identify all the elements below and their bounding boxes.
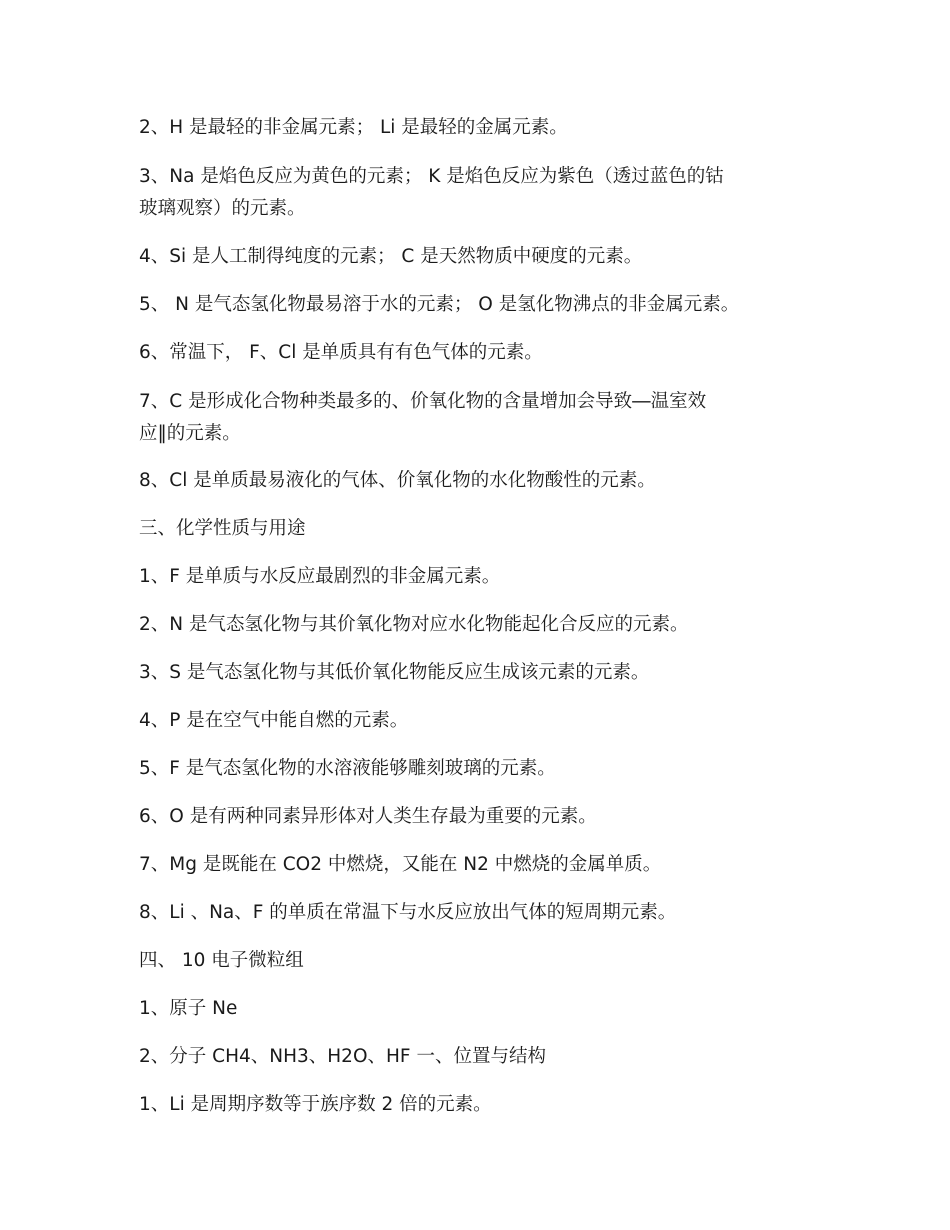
text-line-17: 2、分子 CH4、NH3、H2O、HF 一、位置与结构 xyxy=(139,1046,546,1067)
text-line-7: 8、Cl 是单质最易液化的气体、价氧化物的水化物酸性的元素。 xyxy=(139,470,656,491)
text-line-13: 6、O 是有两种同素异形体对人类生存最为重要的元素。 xyxy=(139,806,597,827)
text-line-4: 5、 N 是气态氢化物最易溶于水的元素； O 是氢化物沸点的非金属元素。 xyxy=(139,294,740,315)
text-line-6-part-1: 7、C 是形成化合物种类最多的、价氧化物的含量增加会导致―温室效 xyxy=(139,391,707,412)
text-line-3: 4、Si 是人工制得纯度的元素； C 是天然物质中硬度的元素。 xyxy=(139,246,643,267)
text-line-9: 2、N 是气态氢化物与其价氧化物对应水化物能起化合反应的元素。 xyxy=(139,614,689,635)
text-line-18: 1、Li 是周期序数等于族序数 2 倍的元素。 xyxy=(139,1094,492,1115)
text-line-12: 5、F 是气态氢化物的水溶液能够雕刻玻璃的元素。 xyxy=(139,758,556,779)
text-line-2-part-2: 玻璃观察）的元素。 xyxy=(139,198,306,219)
text-line-6 xyxy=(139,386,819,450)
text-line-10: 3、S 是气态氢化物与其低价氧化物能反应生成该元素的元素。 xyxy=(139,662,650,683)
section-heading-10-electron: 四、 10 电子微粒组 xyxy=(139,950,304,971)
text-line-2 xyxy=(139,161,819,225)
text-line-16: 1、原子 Ne xyxy=(139,998,238,1019)
section-heading-chemical-properties: 三、化学性质与用途 xyxy=(139,518,306,539)
text-line-8: 1、F 是单质与水反应最剧烈的非金属元素。 xyxy=(139,566,501,587)
text-line-1: 2、H 是最轻的非金属元素； Li 是最轻的金属元素。 xyxy=(139,117,568,138)
text-line-6-part-2: 应‖的元素。 xyxy=(139,423,241,444)
text-line-5: 6、常温下， F、Cl 是单质具有有色气体的元素。 xyxy=(139,342,543,363)
text-line-15: 8、Li 、Na、F 的单质在常温下与水反应放出气体的短周期元素。 xyxy=(139,902,677,923)
text-line-14: 7、Mg 是既能在 CO2 中燃烧，又能在 N2 中燃烧的金属单质。 xyxy=(139,854,662,875)
text-line-11: 4、P 是在空气中能自燃的元素。 xyxy=(139,710,409,731)
text-line-2-part-1: 3、Na 是焰色反应为黄色的元素； K 是焰色反应为紫色（透过蓝色的钴 xyxy=(139,166,724,187)
